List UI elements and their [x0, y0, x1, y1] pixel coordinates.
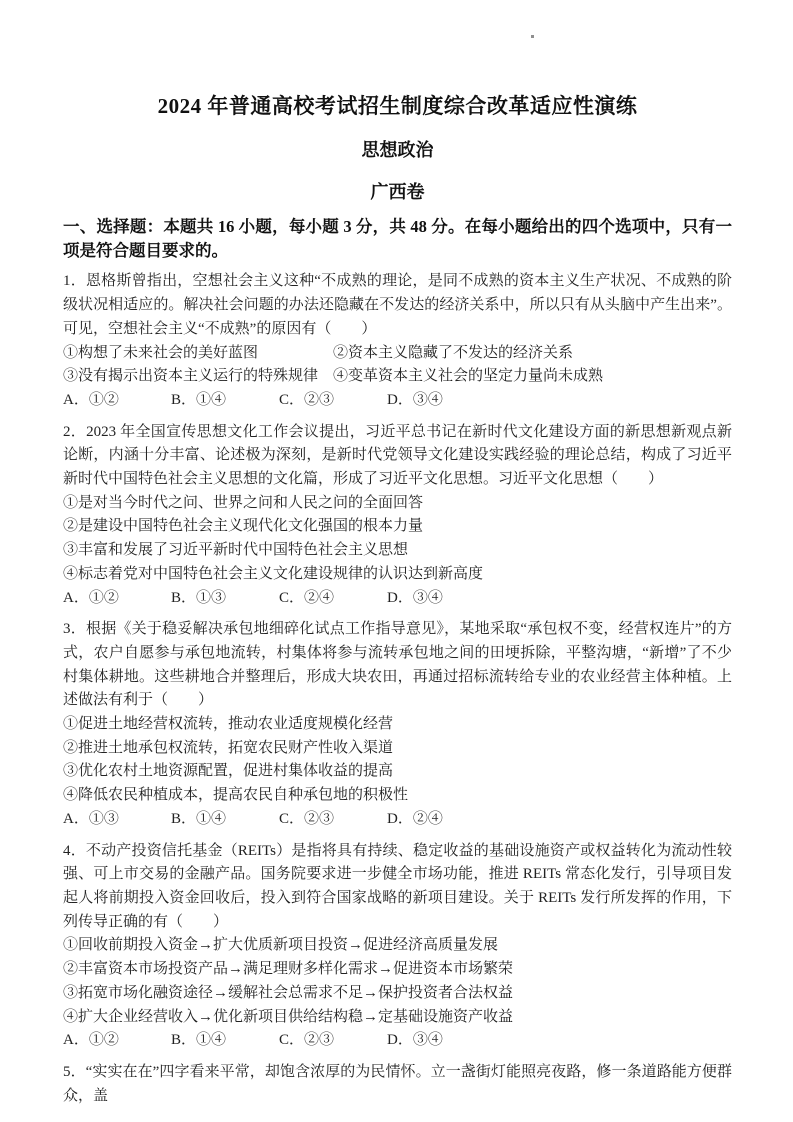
choice-d: D．②④ — [387, 810, 443, 827]
sub-option-4: ④变革资本主义社会的坚定力量尚未成熟 — [333, 368, 604, 385]
question-3-choices — [63, 808, 732, 832]
question-1-choices — [63, 389, 732, 413]
question-3 — [63, 618, 732, 831]
question-2-choices — [63, 587, 732, 611]
choice-d: D．③④ — [387, 391, 443, 408]
choice-a: A．①② — [63, 391, 119, 408]
question-5-stem: 5．“实实在在”四字看来平常，却饱含浓厚的为民情怀。立一盏街灯能照亮夜路，修一条道路能方便群众，盖 — [63, 1063, 732, 1104]
sub-option-4: ④标志着党对中国特色社会主义文化建设规律的认识达到新高度 — [63, 565, 484, 582]
choice-a: A．①② — [63, 589, 119, 606]
sub-option-1: ①促进土地经营权流转，推动农业适度规模化经营 — [63, 716, 394, 733]
choice-a: A．①③ — [63, 810, 119, 827]
stray-dot-mark — [531, 35, 534, 38]
question-4 — [63, 840, 732, 1053]
choice-c: C．②③ — [279, 391, 335, 408]
page-content — [63, 94, 732, 1108]
sub-option-3: ③没有揭示出资本主义运行的特殊规律 — [63, 368, 319, 385]
question-1 — [63, 270, 732, 412]
choice-c: C．②③ — [279, 810, 335, 827]
question-1-suboption-row — [63, 342, 732, 366]
choice-a: A．①② — [63, 1032, 119, 1049]
exam-subject-title: 思想政治 — [361, 140, 434, 160]
exam-title: 2024 年普通高校考试招生制度综合改革适应性演练 — [157, 94, 638, 118]
question-3-stem: 3．根据《关于稳妥解决承包地细碎化试点工作指导意见》，某地采取“承包权不变，经营权连片”的方式，农户自愿参与承包地流转，村集体将参与流转承包地之间的田埂拆除，平整沟塘，“新增”了不少村集体耕地。这些耕地合并整理后，形成大块农田，再通过招标流转给专业的农业经营主体种植。上述做法有利于（ ） — [63, 621, 732, 709]
sub-option-3: ③优化农村土地资源配置，促进村集体收益的提高 — [63, 763, 394, 780]
sub-option-1: ①是对当今时代之问、世界之问和人民之问的全面回答 — [63, 494, 424, 511]
sub-option-1: ①回收前期投入资金→扩大优质新项目投资→促进经济高质量发展 — [63, 937, 499, 954]
question-4-stem: 4．不动产投资信托基金（REITs）是指将具有持续、稳定收益的基础设施资产或权益转化为流动性较强、可上市交易的金融产品。国务院要求进一步健全市场功能，推进 REITs 常态化发行，引导项目发起人将前期投入资金回收后，投入到符合国家战略的新项目建设。关于 REITs 发行所发挥的作用，下列传导正确的有（ ） — [63, 842, 732, 930]
question-1-suboption-row — [63, 365, 732, 389]
choice-c: C．②③ — [279, 1032, 335, 1049]
question-2 — [63, 421, 732, 611]
choice-b: B．①④ — [171, 1032, 227, 1049]
question-5 — [63, 1061, 732, 1108]
sub-option-2: ②推进土地承包权流转，拓宽农民财产性收入渠道 — [63, 739, 394, 756]
section-heading: 一、选择题：本题共 16 小题，每小题 3 分，共 48 分。在每小题给出的四个选项中，只有一项是符合题目要求的。 — [63, 217, 732, 260]
choice-d: D．③④ — [387, 589, 443, 606]
sub-option-2: ②丰富资本市场投资产品→满足理财多样化需求→促进资本市场繁荣 — [63, 961, 514, 978]
sub-option-4: ④扩大企业经营收入→优化新项目供给结构稳→定基础设施资产收益 — [63, 1008, 514, 1025]
sub-option-2: ②资本主义隐藏了不发达的经济关系 — [333, 344, 574, 361]
sub-option-3: ③丰富和发展了习近平新时代中国特色社会主义思想 — [63, 542, 409, 559]
choice-b: B．①④ — [171, 810, 227, 827]
question-4-choices — [63, 1029, 732, 1053]
question-1-stem: 1．恩格斯曾指出，空想社会主义这种“不成熟的理论，是同不成熟的资本主义生产状况、不成熟的阶级状况相适应的。解决社会问题的办法还隐藏在不发达的经济关系中，所以只有从头脑中产生出来”。可见，空想社会主义“不成熟”的原因有（ ） — [63, 273, 732, 337]
sub-option-1: ①构想了未来社会的美好蓝图 — [63, 344, 259, 361]
sub-option-4: ④降低农民种植成本，提高农民自种承包地的积极性 — [63, 787, 409, 804]
choice-b: B．①④ — [171, 391, 227, 408]
sub-option-2: ②是建设中国特色社会主义现代化文化强国的根本力量 — [63, 518, 424, 535]
sub-option-3: ③拓宽市场化融资途径→缓解社会总需求不足→保护投资者合法权益 — [63, 984, 514, 1001]
exam-paper-region: 广西卷 — [370, 182, 425, 202]
choice-d: D．③④ — [387, 1032, 443, 1049]
question-2-stem: 2．2023 年全国宣传思想文化工作会议提出，习近平总书记在新时代文化建设方面的新思想新观点新论断，内涵十分丰富、论述极为深刻，是新时代党领导文化建设实践经验的理论总结，构成了习近平新时代中国特色社会主义思想的文化篇，形成了习近平文化思想。习近平文化思想（ ） — [63, 423, 732, 488]
choice-b: B．①③ — [171, 589, 227, 606]
choice-c: C．②④ — [279, 589, 335, 606]
